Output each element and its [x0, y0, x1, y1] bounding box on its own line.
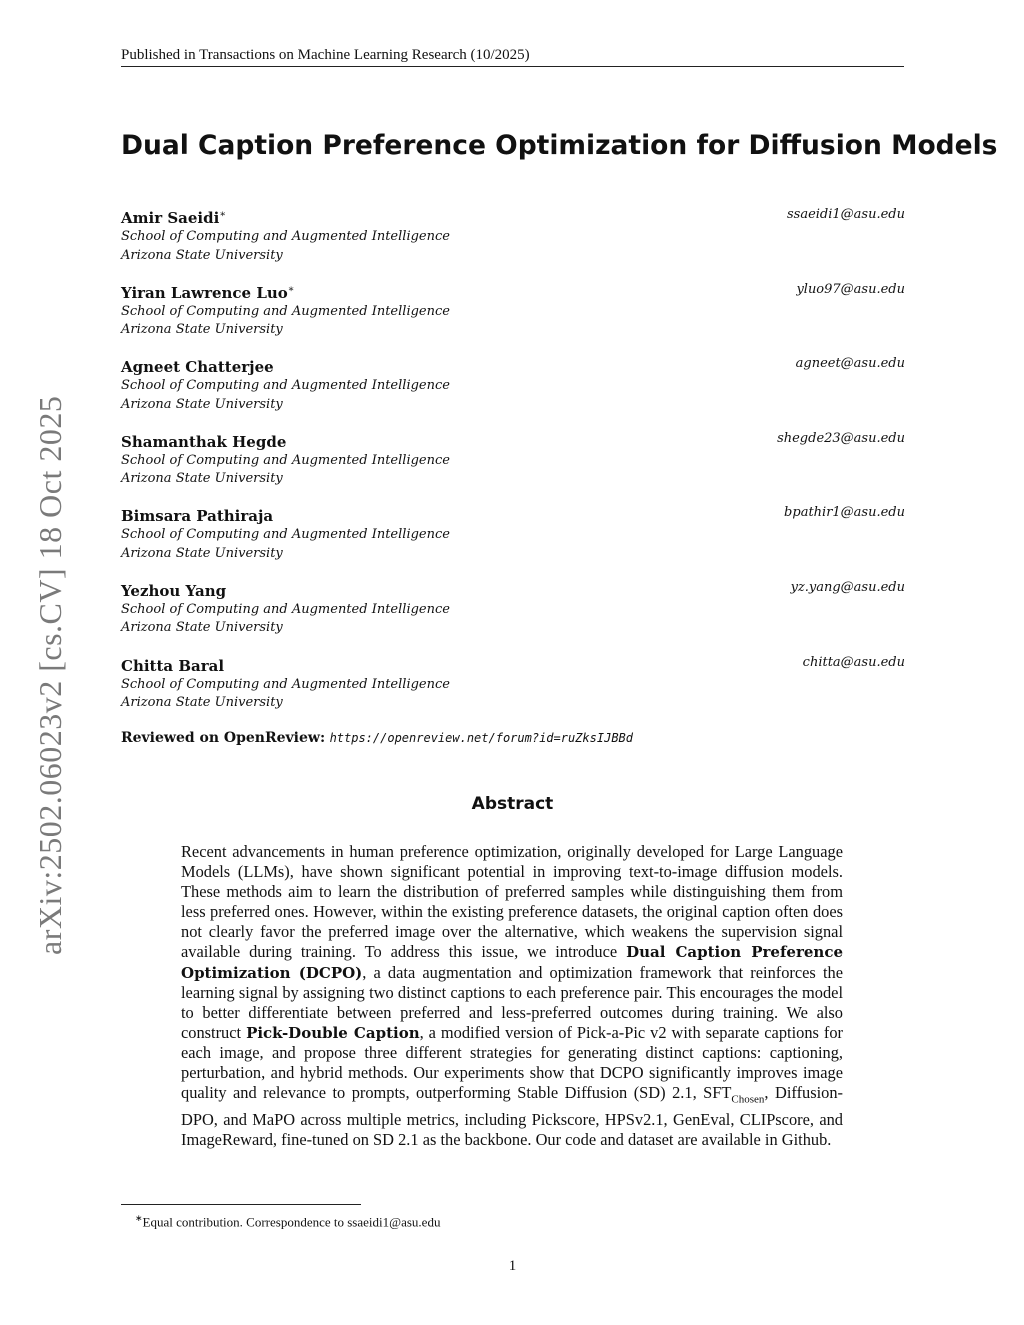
footnote	[135, 1210, 895, 1230]
subscript-chosen: Chosen	[731, 1093, 765, 1106]
author-name: Yiran Lawrence Luo	[121, 283, 288, 302]
review-label: Reviewed on OpenReview:	[121, 730, 326, 746]
author-block	[121, 503, 905, 578]
arxiv-stamp: arXiv:2502.06023v2 [cs.CV] 18 Oct 2025	[32, 395, 68, 955]
author-email: bpathir1@asu.edu	[784, 505, 905, 521]
abstract-text: , a data augmentation and optimization framework that reinforces the learning signal by assigning two distinct captions to each preference pair. This encourages the model to better differentiate between preferred and less-preferred outcomes during training. We also construct	[181, 962, 843, 1042]
author-department: School of Computing and Augmented Intelligence	[121, 229, 450, 244]
running-header	[121, 44, 904, 67]
author-email: agneet@asu.edu	[795, 356, 905, 372]
abstract-text: Recent advancements in human preference optimization, originally developed for Large Language Models (LLMs), have shown significant potential in improving text-to-image diffusion models. These methods aim to learn the distribution of preferred samples while distinguishing them from less preferred ones. However, within the existing preference datasets, the original caption often does not clearly favor the preferred image over the alternative, which weakens the supervision signal available during training. To address this issue, we introduce	[181, 842, 843, 962]
author-name: Amir Saeidi	[121, 209, 220, 227]
equal-contribution-mark: ∗	[287, 283, 295, 295]
abstract-text: , Diffusion-DPO, and MaPO across multiple metrics, including Pickscore, HPSv2.1, GenEval, CLIPscore, and ImageReward, fine-tuned on SD 2.1 as the backbone. Our code and dataset are available in Github.	[181, 1083, 844, 1149]
author-block	[121, 280, 905, 355]
footnote-rule	[121, 1204, 361, 1205]
author-department: School of Computing and Augmented Intelligence	[121, 601, 450, 617]
author-name: Shamanthak Hegde	[121, 432, 287, 451]
author-name: Chitta Baral	[121, 656, 225, 675]
equal-contribution-mark: ∗	[219, 209, 227, 220]
author-name: Yezhou Yang	[121, 581, 227, 600]
review-line	[121, 729, 904, 748]
openreview-link[interactable]: https://openreview.net/forum?id=ruZksIJBBd	[329, 731, 633, 745]
paper-title: Dual Caption Preference Optimization for Diffusion Models	[121, 130, 998, 161]
author-name: Bimsara Pathiraja	[121, 507, 274, 526]
abstract-heading: Abstract	[471, 794, 554, 814]
author-email: yz.yang@asu.edu	[790, 579, 905, 595]
author-email: chitta@asu.edu	[802, 654, 905, 670]
author-email: yluo97@asu.edu	[796, 281, 905, 297]
author-block	[121, 205, 905, 280]
author-email: ssaeidi1@asu.edu	[786, 207, 905, 222]
abstract-text: , a modified version of Pick-a-Pic v2 with separate captions for each image, and propose three different strategies for generating distinct captions: captioning, perturbation, and hybrid methods. Our experiments show that DCPO significantly improves image quality and relevance to prompts, outperforming Stable Diffusion (SD) 2.1, SFT	[181, 1022, 843, 1103]
author-department: School of Computing and Augmented Intelligence	[121, 303, 450, 319]
author-department: School of Computing and Augmented Intelligence	[121, 676, 450, 692]
footnote-text: Equal contribution. Correspondence to ssaeidi1@asu.edu	[142, 1214, 441, 1230]
author-name: Agneet Chatterjee	[121, 358, 274, 377]
author-university: Arizona State University	[121, 545, 283, 561]
dataset-term: Pick-Double Caption	[246, 1023, 420, 1042]
author-department: School of Computing and Augmented Intelligence	[121, 527, 450, 543]
abstract-body	[181, 842, 843, 1150]
author-university: Arizona State University	[121, 695, 283, 711]
dcpo-term: Dual Caption Preference Optimization (DCPO)	[181, 943, 843, 982]
author-university: Arizona State University	[121, 620, 283, 636]
author-list	[121, 205, 905, 727]
author-department: School of Computing and Augmented Intelligence	[121, 452, 450, 468]
author-department: School of Computing and Augmented Intelligence	[121, 378, 450, 394]
footnote-mark: ∗	[135, 1213, 143, 1223]
author-block	[121, 354, 905, 429]
page-number: 1	[508, 1258, 517, 1274]
author-block	[121, 429, 905, 504]
author-university: Arizona State University	[121, 247, 283, 263]
author-university: Arizona State University	[121, 396, 283, 412]
author-block	[121, 653, 905, 728]
author-email: shegde23@asu.edu	[777, 430, 905, 446]
author-university: Arizona State University	[121, 322, 283, 338]
author-block	[121, 578, 905, 653]
journal-line: Published in Transactions on Machine Learning Research (10/2025)	[121, 47, 530, 63]
author-university: Arizona State University	[121, 471, 283, 487]
